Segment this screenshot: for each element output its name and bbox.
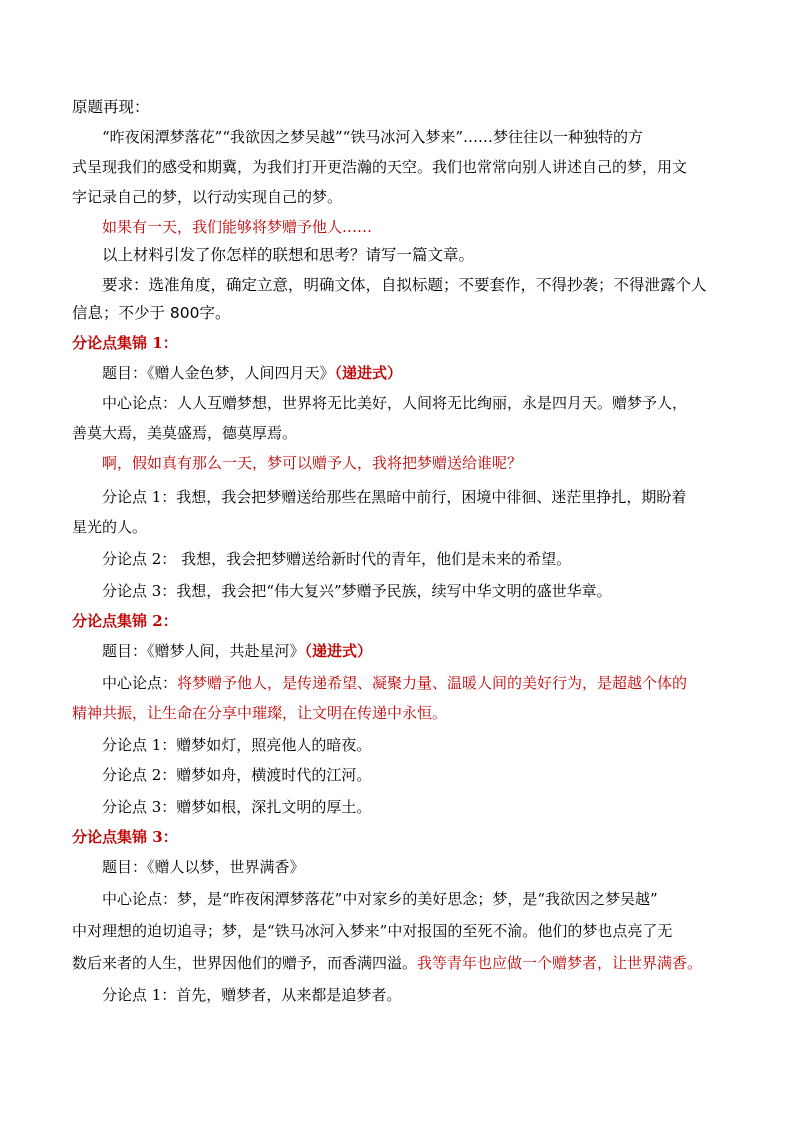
section-2-center-label: 中心论点： <box>102 674 178 692</box>
section-1-point-3: 分论点 3：我想，我会把“伟大复兴”梦赠予民族，续写中华文明的盛世华章。 <box>102 582 612 600</box>
material-question: 以上材料引发了你怎样的联想和思考？请写一篇文章。 <box>102 246 475 264</box>
section-1-title <box>102 364 402 382</box>
requirements-line-2: 信息；不少于 800字。 <box>72 304 231 322</box>
section-3-center-line-1: 中心论点：梦，是“昨夜闲潭梦落花”中对家乡的美好思念；梦，是“我欲因之梦吴越” <box>102 890 658 908</box>
section-3-title: 题目：《赠人以梦，世界满香》 <box>102 858 305 876</box>
material-line-3: 字记录自己的梦，以行动实现自己的梦。 <box>72 188 343 206</box>
section-1-center-line-2: 善莫大焉，美莫盛焉，德莫厚焉。 <box>72 424 298 442</box>
section-2-point-1: 分论点 1：赠梦如灯，照亮他人的暗夜。 <box>102 736 372 754</box>
intro-heading: 原题再现： <box>72 98 150 116</box>
section-2-center-line-1 <box>102 674 687 692</box>
section-2-point-2: 分论点 2：赠梦如舟，横渡时代的江河。 <box>102 766 372 784</box>
section-2-center-line-2: 精神共振，让生命在分享中璀璨，让文明在传递中永恒。 <box>72 704 448 722</box>
section-2-point-3: 分论点 3：赠梦如根，深扎文明的厚土。 <box>102 798 372 816</box>
section-1-red-line: 啊，假如真有那么一天，梦可以赠予人，我将把梦赠送给谁呢？ <box>102 454 523 472</box>
section-2-heading: 分论点集锦 2： <box>72 612 178 630</box>
section-1-center-line-1: 中心论点：人人互赠梦想，世界将无比美好，人间将无比绚丽，永是四月天。赠梦予人， <box>102 394 688 412</box>
section-2-title <box>102 642 372 660</box>
material-line-2: 式呈现我们的感受和期冀，为我们打开更浩瀚的天空。我们也常常向别人讲述自己的梦，用文 <box>72 158 688 176</box>
requirements-line-1: 要求：选准角度，确定立意，明确文体，自拟标题；不要套作，不得抄袭；不得泄露个人 <box>102 276 707 294</box>
material-prompt: 如果有一天，我们能够将梦赠予他人…… <box>102 218 373 236</box>
section-1-heading: 分论点集锦 1： <box>72 334 178 352</box>
section-1-point-2: 分论点 2： 我想，我会把梦赠送给新时代的青年，他们是未来的希望。 <box>102 550 572 568</box>
section-3-center-red-text: 我等青年也应做一个赠梦者，让世界满香。 <box>417 954 703 972</box>
section-3-point-1: 分论点 1：首先，赠梦者，从来都是追梦者。 <box>102 986 402 1004</box>
section-1-title-text: 题目：《赠人金色梦，人间四月天》 <box>102 364 335 382</box>
section-3-heading: 分论点集锦 3： <box>72 828 178 846</box>
section-1-point-1-line-2: 星光的人。 <box>72 518 148 536</box>
section-1-point-1-line-1: 分论点 1：我想，我会把梦赠送给那些在黑暗中前行，困境中徘徊、迷茫里挣扎，期盼着 <box>102 488 687 506</box>
section-3-center-line-3 <box>72 954 702 972</box>
material-line-1: “昨夜闲潭梦落花”“我欲因之梦吴越”“铁马冰河入梦来”……梦往往以一种独特的方 <box>102 128 644 146</box>
section-3-center-line-2: 中对理想的迫切追寻；梦，是“铁马冰河入梦来”中对报国的至死不渝。他们的梦也点亮了无 <box>72 922 673 940</box>
section-2-center-text: 将梦赠予他人，是传递希望、凝聚力量、温暖人间的美好行为，是超越个体的 <box>177 674 688 692</box>
section-3-center-text: 数后来者的人生，世界因他们的赠予，而香满四溢。 <box>72 954 418 972</box>
section-2-title-text: 题目：《赠梦人间，共赴星河》 <box>102 642 305 660</box>
section-1-title-tag: （递进式） <box>334 364 403 382</box>
section-2-title-tag: （递进式） <box>304 642 373 660</box>
